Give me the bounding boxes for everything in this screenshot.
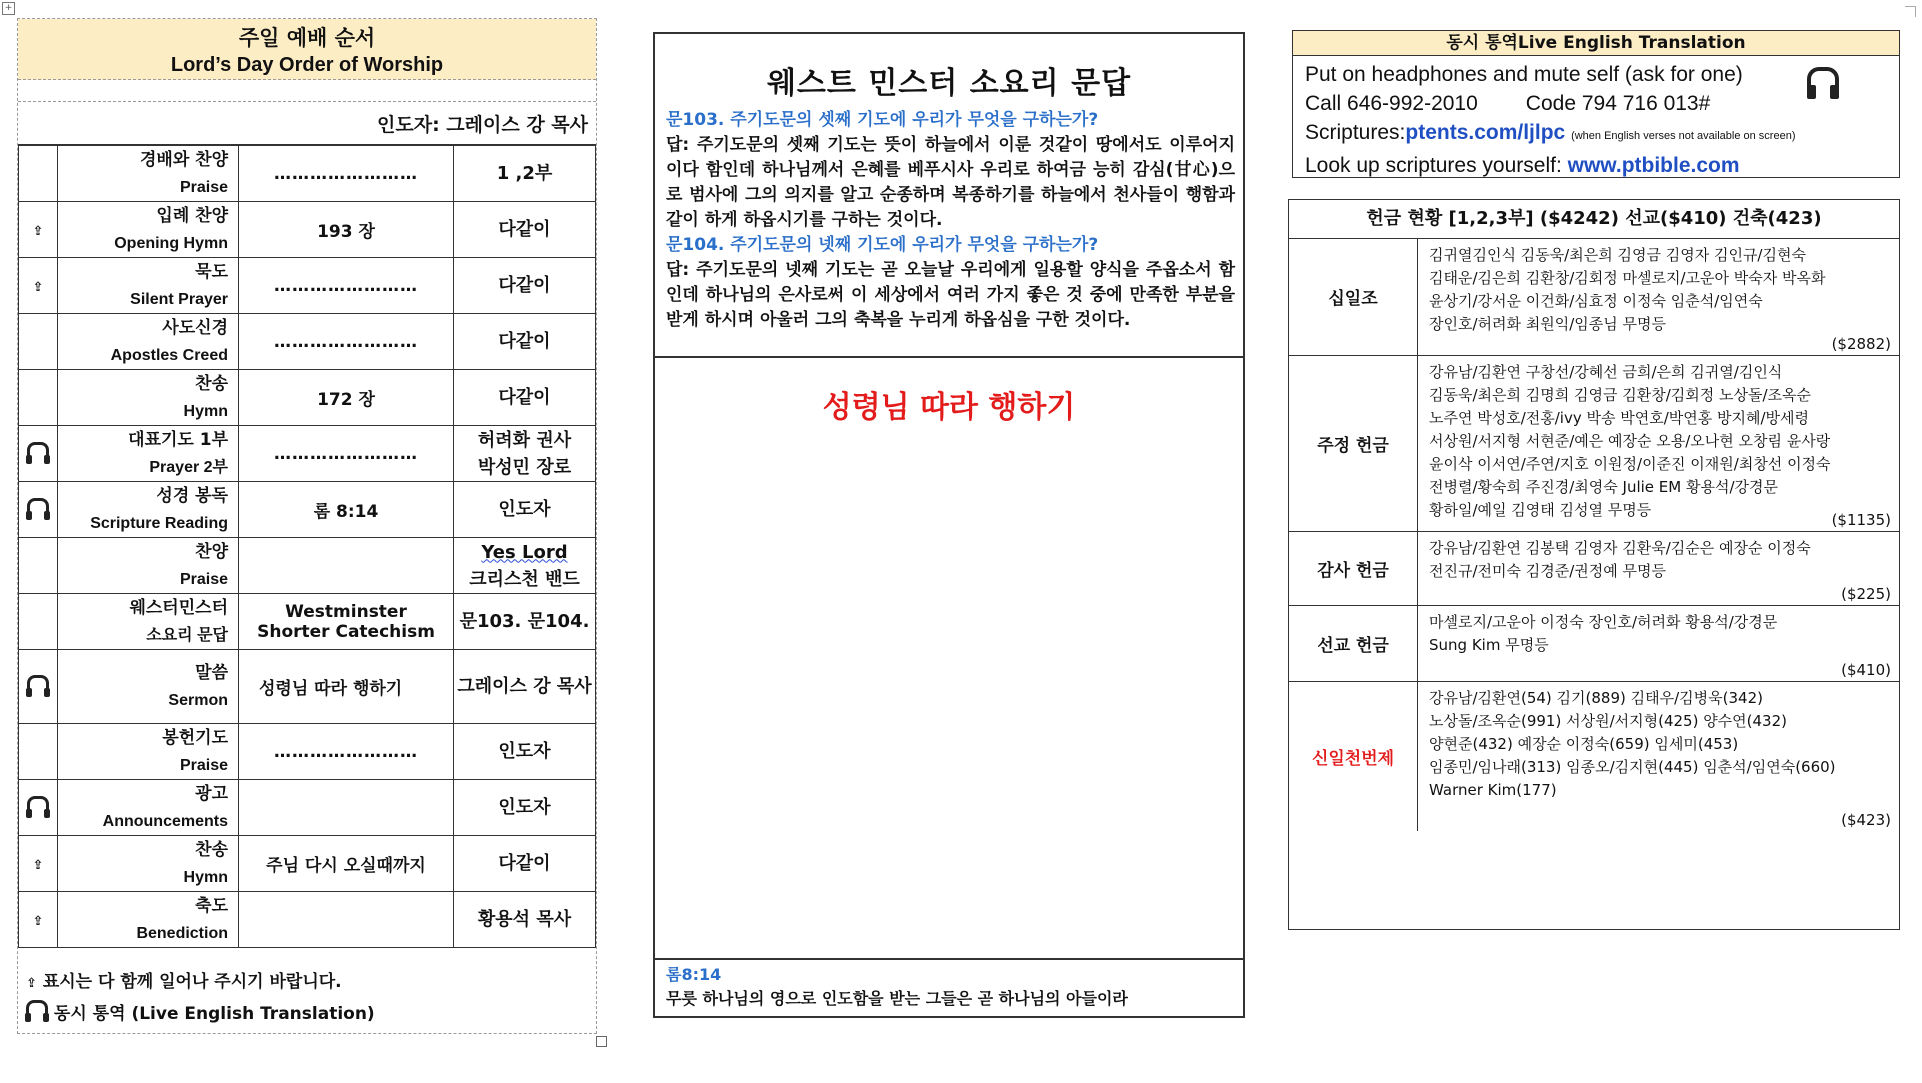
order-item-leader <box>454 202 596 258</box>
order-item-leader-text: 다같이 <box>498 219 551 240</box>
order-item-leader-text-2: 박성민 장로 <box>477 456 572 478</box>
order-item-name <box>58 258 239 314</box>
offering-row <box>1289 355 1899 532</box>
order-item-name <box>58 482 239 538</box>
offering-row <box>1289 238 1899 356</box>
offering-names <box>1429 361 1889 522</box>
order-item-detail-text-2: Shorter Catechism <box>257 621 435 642</box>
verse-text: 무릇 하나님의 영으로 인도함을 받는 그들은 곧 하나님의 아들이라 <box>666 989 1128 1008</box>
offering-names-line: 전진규/전미숙 김경준/권정예 무명등 <box>1429 562 1666 580</box>
order-item-name-en: 소요리 문답 <box>146 626 228 644</box>
order-item-name-en: Praise <box>179 570 228 588</box>
order-item-name-en: Opening Hymn <box>114 234 228 252</box>
order-row <box>19 836 596 892</box>
order-item-detail <box>239 426 454 482</box>
offering-names-line: 노상돌/조옥순(991) 서상원/서지형(425) 양수연(432) <box>1429 712 1787 730</box>
order-item-leader-text: 그레이스 강 목사 <box>457 676 592 697</box>
resize-handle[interactable] <box>596 1036 607 1047</box>
stand-note: ⇪ 표시는 다 함께 일어나 주시기 바랍니다. <box>26 967 375 999</box>
offering-names-line: 김귀열김인식 김동욱/최은희 김영금 김영자 김인규/김현숙 <box>1429 246 1806 264</box>
stand-up-icon: ⇪ <box>32 279 44 295</box>
order-item-name <box>58 836 239 892</box>
answer-103: 답: 주기도문의 셋째 기도는 뜻이 하늘에서 이룬 것같이 땅에서도 이루어지이다 함인데 하나님께서 은혜를 베푸시사 우리로 하여금 능히 감심(甘心)으로 범사에 그의 의지를 알고 순종하며 복종하기를 하늘에서 천사들이 행함과 같이 하게 하옵시기를 구하는 것이다. <box>666 135 1235 230</box>
order-item-detail <box>239 146 454 202</box>
order-item-detail <box>239 370 454 426</box>
order-icon-cell <box>19 724 58 780</box>
order-item-name-ko: 묵도 <box>195 261 228 282</box>
order-item-detail <box>239 538 454 594</box>
order-item-leader <box>454 426 596 482</box>
order-item-detail-text: 172 장 <box>317 390 375 410</box>
order-item-name-en: Apostles Creed <box>110 346 228 364</box>
order-item-leader <box>454 370 596 426</box>
offering-names-line: 양현준(432) 예장순 이정숙(659) 임세미(453) <box>1429 735 1739 753</box>
offering-names-line: Warner Kim(177) <box>1429 781 1557 799</box>
order-item-name <box>58 892 239 948</box>
order-item-name <box>58 780 239 836</box>
offering-names-line: 강유남/김환연 구창선/강혜선 금희/은희 김귀열/김인식 <box>1429 363 1783 381</box>
offering-names-line: 전병렬/황숙희 주진경/최영숙 Julie EM 황용석/강경문 <box>1429 478 1778 496</box>
order-item-leader <box>454 892 596 948</box>
stand-up-icon: ⇪ <box>32 913 44 929</box>
order-title-en: Lord’s Day Order of Worship <box>170 54 444 76</box>
order-item-name-en: Announcements <box>102 812 228 830</box>
order-item-detail <box>239 202 454 258</box>
offering-names <box>1429 611 1889 657</box>
order-notes <box>26 967 375 1029</box>
offering-names-line: 김태운/김은희 김환창/김회정 마셀로지/고운아 박숙자 박옥화 <box>1429 269 1826 287</box>
order-item-detail-text: 주님 다시 오실때까지 <box>266 856 426 876</box>
verse-divider <box>655 958 1243 960</box>
order-icon-cell <box>19 538 58 594</box>
order-item-detail <box>239 482 454 538</box>
offering-names-line: 강유남/김환연 김봉택 김영자 김환욱/김순은 예장순 이정숙 <box>1429 539 1811 557</box>
scriptures-note: (when English verses not available on screen) <box>1571 130 1796 142</box>
order-row <box>19 594 596 650</box>
offering-names-line: 서상원/서지형 서현준/예은 예장순 오용/오나현 오창림 윤사랑 <box>1429 432 1831 450</box>
order-item-detail-text: …………………… <box>274 443 418 464</box>
translation-panel <box>1292 30 1900 178</box>
order-item-leader <box>454 538 596 594</box>
order-item-leader <box>454 724 596 780</box>
order-row <box>19 426 596 482</box>
offering-category: 감사 헌금 <box>1289 531 1418 605</box>
order-item-name-en: Sermon <box>168 691 228 709</box>
order-row <box>19 314 596 370</box>
headphones-icon <box>1807 67 1839 93</box>
order-item-name <box>58 594 239 650</box>
order-item-leader-text: 1 ,2부 <box>496 163 553 184</box>
order-item-name-ko: 성경 봉독 <box>156 485 228 506</box>
order-item-detail <box>239 836 454 892</box>
order-item-name-ko: 사도신경 <box>162 317 228 338</box>
call-code: Code 794 716 013# <box>1525 92 1711 115</box>
order-item-name <box>58 314 239 370</box>
order-icon-cell <box>19 650 58 724</box>
catechism-panel <box>653 32 1245 1018</box>
order-item-name-en: Praise <box>179 178 228 196</box>
order-item-leader-text: 황용석 목사 <box>477 909 572 930</box>
offering-row <box>1289 605 1899 682</box>
order-item-detail <box>239 258 454 314</box>
order-item-detail-text: 성령님 따라 행하기 <box>259 679 403 699</box>
offering-amount: ($423) <box>1841 811 1891 829</box>
order-of-worship-panel <box>17 18 597 1034</box>
order-item-name-ko: 찬송 <box>195 839 228 860</box>
stand-up-icon: ⇪ <box>32 857 44 873</box>
order-item-leader-text: 허려화 권사 <box>477 429 572 451</box>
order-item-leader <box>454 780 596 836</box>
leader-text: 인도자: 그레이스 강 목사 <box>377 114 588 136</box>
order-item-name-en: Hymn <box>183 868 228 886</box>
offering-amount: ($225) <box>1841 585 1891 603</box>
headphones-icon <box>27 442 49 461</box>
offering-names-line: 윤이삭 이서연/주연/지호 이원정/이준진 이재원/최창선 이정숙 <box>1429 455 1831 473</box>
order-row <box>19 482 596 538</box>
order-item-name <box>58 370 239 426</box>
order-row <box>19 724 596 780</box>
order-item-name <box>58 538 239 594</box>
order-item-name <box>58 426 239 482</box>
leader-row <box>18 101 596 145</box>
order-row <box>19 202 596 258</box>
order-item-name-en: Benediction <box>136 924 228 942</box>
scriptures-line: Scriptures:ptents.com/ljlpc (when English verses not available on screen) <box>1305 121 1796 144</box>
order-item-leader-text: 인도자 <box>498 741 551 762</box>
order-item-leader-text-2: 크리스천 밴드 <box>469 568 580 590</box>
offering-names-line: 장인호/허려화 최원익/임종님 무명등 <box>1429 315 1666 333</box>
order-icon-cell <box>19 370 58 426</box>
order-row <box>19 370 596 426</box>
order-item-name <box>58 650 239 724</box>
order-icon-cell <box>19 202 58 258</box>
offering-amount: ($1135) <box>1831 511 1891 529</box>
order-icon-cell <box>19 258 58 314</box>
call-line <box>1305 89 1887 118</box>
offering-row <box>1289 681 1899 831</box>
catechism-title: 웨스트 민스터 소요리 문답 <box>766 66 1132 101</box>
order-row <box>19 780 596 836</box>
order-item-leader <box>454 146 596 202</box>
order-item-name-ko: 축도 <box>195 895 228 916</box>
offering-row <box>1289 531 1899 606</box>
order-table <box>18 145 596 948</box>
order-item-leader <box>454 314 596 370</box>
order-item-leader-text: 다같이 <box>498 387 551 408</box>
order-item-detail-text: …………………… <box>274 741 418 762</box>
headphones-icon <box>27 796 49 815</box>
order-item-name-ko: 웨스터민스터 <box>129 597 228 618</box>
order-title-block <box>18 19 596 80</box>
offering-names-line: 마셀로지/고운아 이정숙 장인호/허려화 황용석/강경문 <box>1429 613 1778 631</box>
order-item-leader-text: 인도자 <box>498 797 551 818</box>
order-item-detail <box>239 650 454 724</box>
offering-amount: ($2882) <box>1831 335 1891 353</box>
order-item-name-ko: 광고 <box>195 783 228 804</box>
order-item-detail <box>239 314 454 370</box>
order-item-leader-text: 인도자 <box>498 499 551 520</box>
offering-names-line: Sung Kim 무명등 <box>1429 636 1549 654</box>
sermon-title: 성령님 따라 행하기 <box>822 390 1076 425</box>
order-item-detail-text: …………………… <box>274 331 418 352</box>
order-item-leader-text: Yes Lord <box>481 541 568 563</box>
order-item-name-ko: 찬양 <box>195 541 228 562</box>
offering-names-line: 윤상기/강서운 이건화/심효정 이정숙 임춘석/임연숙 <box>1429 292 1763 310</box>
order-item-name-ko: 입례 찬양 <box>156 205 228 226</box>
question-104: 문104. 주기도문의 넷째 기도에 우리가 무엇을 구하는가? <box>666 235 1099 255</box>
offering-names <box>1429 537 1889 583</box>
verse-reference: 롬8:14 <box>666 965 722 984</box>
order-item-leader-text: 다같이 <box>498 275 551 296</box>
order-row <box>19 146 596 202</box>
offering-category: 신일천번제 <box>1289 681 1418 831</box>
order-item-leader <box>454 836 596 892</box>
order-item-detail-text: 롬 8:14 <box>313 502 379 522</box>
order-item-detail <box>239 780 454 836</box>
order-title-ko: 주일 예배 순서 <box>238 26 376 50</box>
order-item-leader-text: 문103. 문104. <box>459 611 590 632</box>
order-row <box>19 258 596 314</box>
order-item-leader <box>454 594 596 650</box>
offering-amount: ($410) <box>1841 661 1891 679</box>
order-item-name <box>58 724 239 780</box>
order-item-name-en: Scripture Reading <box>90 514 228 532</box>
order-item-name-en: Praise <box>179 756 228 774</box>
order-item-detail-text: 193 장 <box>317 222 375 242</box>
order-item-name-ko: 말씀 <box>195 662 228 683</box>
order-icon-cell <box>19 426 58 482</box>
offering-names-line: 임종민/임나래(313) 임종오/김지현(445) 임춘석/임연숙(660) <box>1429 758 1836 776</box>
headphones-icon <box>27 498 49 517</box>
order-item-name <box>58 202 239 258</box>
order-icon-cell <box>19 482 58 538</box>
order-item-name <box>58 146 239 202</box>
order-item-leader <box>454 258 596 314</box>
order-item-name-ko: 찬송 <box>195 373 228 394</box>
order-icon-cell <box>19 146 58 202</box>
order-row <box>19 650 596 724</box>
offering-names <box>1429 687 1889 802</box>
offering-names-line: 황하일/예일 김영태 김성열 무명등 <box>1429 501 1652 519</box>
order-item-name-en: Hymn <box>183 402 228 420</box>
order-item-name-ko: 경배와 찬양 <box>139 149 228 170</box>
call-number: Call 646-992-2010 <box>1305 92 1478 115</box>
order-item-detail-text: …………………… <box>274 163 418 184</box>
order-row <box>19 892 596 948</box>
order-item-detail-text: …………………… <box>274 275 418 296</box>
order-item-leader-text: 다같이 <box>498 331 551 352</box>
offering-category: 십일조 <box>1289 238 1418 355</box>
stand-up-icon: ⇪ <box>26 976 37 991</box>
offering-category: 선교 헌금 <box>1289 605 1418 681</box>
order-icon-cell <box>19 892 58 948</box>
headphones-icon <box>26 1000 48 1019</box>
order-item-detail <box>239 892 454 948</box>
order-icon-cell <box>19 594 58 650</box>
table-move-handle[interactable]: + <box>2 2 15 15</box>
order-item-name-en: Silent Prayer <box>130 290 228 308</box>
order-icon-cell <box>19 836 58 892</box>
offering-names-line: 노주연 박성호/전홍/ivy 박송 박연호/박연홍 방지혜/방세령 <box>1429 409 1809 427</box>
offering-header: 헌금 현황 [1,2,3부] ($4242) 선교($410) 건축(423) <box>1289 200 1899 239</box>
order-item-name-ko: 대표기도 1부 <box>128 429 228 450</box>
order-item-leader <box>454 650 596 724</box>
answer-104: 답: 주기도문의 넷째 기도는 곧 오늘날 우리에게 일용할 양식을 주옵소서 함인데 하나님의 은사로써 이 세상에서 여러 가지 좋은 것 중에 만족한 부분을 받게 하시며 아울러 그의 축복을 누리게 하옵심을 구한 것이다. <box>666 260 1235 330</box>
order-icon-cell <box>19 780 58 836</box>
offering-names-line: 김동욱/최은희 김명희 김영금 김환창/김회정 노상돌/조옥순 <box>1429 386 1811 404</box>
catechism-divider <box>655 356 1243 358</box>
scriptures-link[interactable]: ptents.com/ljlpc <box>1405 121 1566 144</box>
headphones-instruction: Put on headphones and mute self (ask for one) <box>1305 63 1743 86</box>
stand-up-icon: ⇪ <box>32 223 44 239</box>
offering-panel <box>1288 199 1900 930</box>
translation-headphones <box>1807 67 1839 97</box>
catechism-body <box>655 102 1243 333</box>
lookup-link[interactable]: www.ptbible.com <box>1567 154 1740 177</box>
order-item-detail <box>239 594 454 650</box>
order-icon-cell <box>19 314 58 370</box>
question-103: 문103. 주기도문의 셋째 기도에 우리가 무엇을 구하는가? <box>666 110 1099 130</box>
order-item-detail-text: Westminster <box>285 601 407 622</box>
order-row <box>19 538 596 594</box>
translation-header: 동시 통역Live English Translation <box>1293 31 1899 56</box>
order-item-detail <box>239 724 454 780</box>
order-item-name-ko: 봉헌기도 <box>162 727 228 748</box>
order-item-leader <box>454 482 596 538</box>
offering-names <box>1429 244 1889 336</box>
order-item-leader-text: 다같이 <box>498 853 551 874</box>
order-item-name-en: Prayer 2부 <box>149 458 228 476</box>
headphones-icon <box>27 675 49 694</box>
page-corner-mark <box>1905 6 1916 17</box>
offering-category: 주정 헌금 <box>1289 355 1418 531</box>
translation-note: 동시 통역 (Live English Translation) <box>26 999 375 1029</box>
offering-names-line: 강유남/김환연(54) 김기(889) 김태우/김병욱(342) <box>1429 689 1763 707</box>
lookup-line: Look up scriptures yourself: www.ptbible.com <box>1305 154 1740 177</box>
